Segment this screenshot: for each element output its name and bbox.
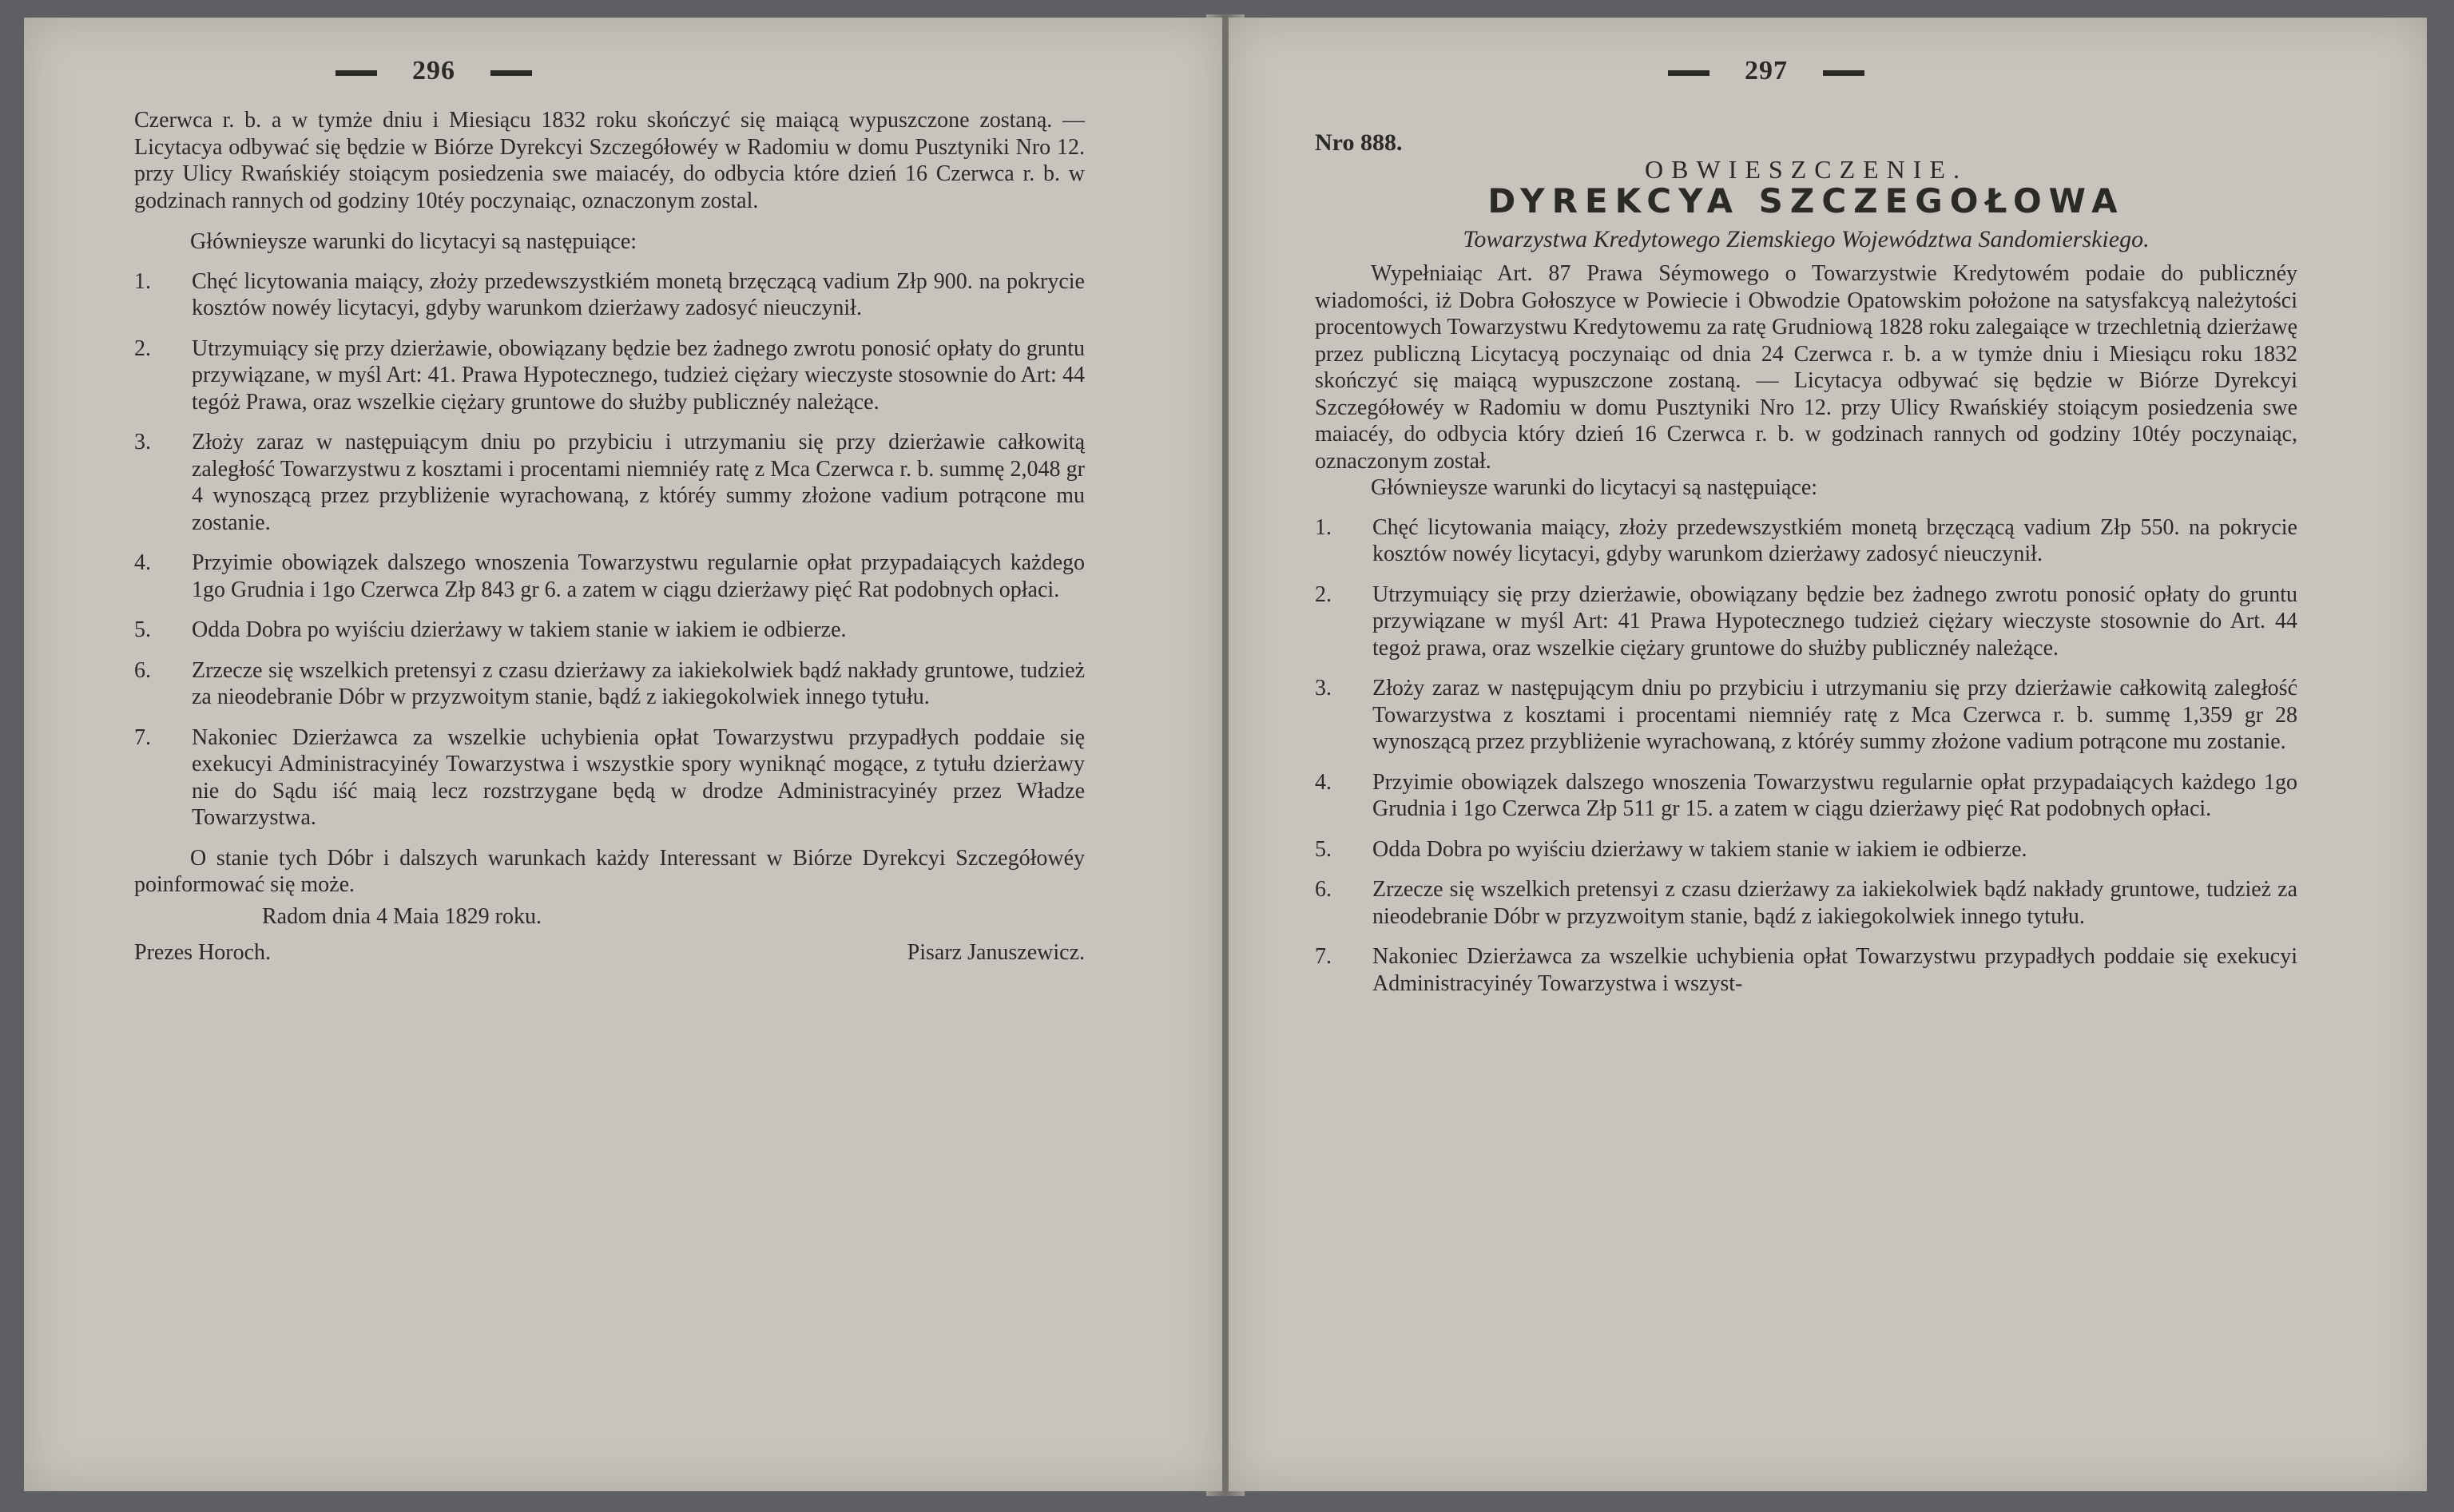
condition-item	[134, 550, 1085, 603]
issuer-subtitle: Towarzystwa Kredytowego Ziemskiego Województwa Sandomierskiego.	[1463, 225, 2150, 252]
conditions-heading: Głównieysze warunki do licytacyi są następuiące:	[1371, 475, 1818, 500]
condition-text: Odda Dobra po wyiściu dzierżawy w takiem stanie w iakiem ie odbierze.	[192, 617, 847, 642]
issuer-heading: DYREKCYA SZCZEGOŁOWA	[1487, 181, 2125, 220]
condition-text: Chęć licytowania maiący, złoży przedewszystkiém monetą brzęczącą vadium Złp 550. na pokrycie kosztów nowéy licytacyi, gdyby warunkom dzierżawy zadosyć nieuczynił.	[1372, 514, 2297, 566]
president-signature: Prezes Horoch.	[134, 940, 272, 965]
notice-title: OBWIESZCZENIE.	[1645, 154, 1968, 184]
condition-number: 4.	[1315, 769, 1332, 795]
condition-number: 3.	[1315, 676, 1332, 700]
condition-text: Utrzymuiący się przy dzierżawie, obowiązany będzie bez żadnego zwrotu ponosić opłaty do gruntu przywiązane, w myśl Art: 41. Prawa Hypotecznego, tudzież ciężary wieczyste stosownie do Art: 44 tegóż Prawa, oraz wszelkie ciężary gruntowe do służby publicznéy należące.	[192, 335, 1085, 415]
conditions-heading: Głównieysze warunki do licytacyi są następuiące:	[190, 229, 637, 254]
condition-item	[134, 268, 1085, 322]
conditions-list	[1315, 514, 2297, 998]
signatures	[134, 939, 1085, 966]
condition-number: 2.	[1315, 581, 1332, 607]
left-page	[24, 18, 1222, 1491]
condition-item	[134, 335, 1085, 416]
right-page	[1229, 18, 2427, 1491]
condition-number: 6.	[134, 657, 151, 683]
condition-number: 3.	[134, 430, 151, 454]
right-page-text	[1315, 129, 2297, 1010]
notice-number: Nro 888.	[1315, 129, 1403, 156]
page-number-text: 296	[412, 56, 455, 85]
condition-text: Zrzecze się wszelkich pretensyi z czasu dzierżawy za iakiekolwiek bądź nakłady gruntowe, tudzież za nieodebranie Dóbr w przyzwoitym stanie, bądź z iakiegokolwiek innego tytułu.	[192, 657, 1085, 709]
condition-number: 1.	[1315, 514, 1332, 540]
place-date: Radom dnia 4 Maia 1829 roku.	[262, 903, 542, 929]
condition-item	[1315, 581, 2297, 662]
condition-number: 6.	[1315, 877, 1332, 902]
condition-text: Przyimie obowiązek dalszego wnoszenia Towarzystwu regularnie opłat przypadaiących każdego 1go Grudnia i 1go Czerwca Złp 511 gr 15. a zatem w ciągu dzierżawy pięć Rat podobnych opłaci.	[1372, 769, 2297, 821]
closing-paragraph: O stanie tych Dóbr i dalszych warunkach każdy Interessant w Biórze Dyrekcyi Szczegółowéy poinformować się może.	[134, 845, 1085, 897]
condition-item	[134, 429, 1085, 536]
condition-text: Złoży zaraz w następującym dniu po przybiciu i utrzymaniu się przy dzierżawie całkowitą zaległość Towarzystwa z kosztami i procentami niemniéy ratę z Mca Czerwca r. b. summę 1,359 gr 28 wynoszącą przez przybliżenie wyrachowaną, z któréy summy złożone vadium potrącone mu zostanie.	[1372, 676, 2297, 754]
condition-text: Chęć licytowania maiący, złoży przedewszystkiém monetą brzęczącą vadium Złp 900. na pokrycie kosztów nowéy licytacyi, gdyby warunkom dzierżawy zadosyć nieuczynił.	[192, 268, 1085, 320]
conditions-list	[134, 268, 1085, 831]
intro-paragraph: Wypełniaiąc Art. 87 Prawa Séymowego o Towarzystwie Kredytowém podaie do publicznéy wiadomości, iż Dobra Gołoszyce w Powiecie i Obwodzie Opatowskim położone na satysfakcyą należytości procentowych Towarzystwu Kredytowemu za ratę Grudniową 1828 roku zalegaiące w trzechletnią dzierżawę przez publiczną Licytacyą poczynaiąc od dnia 24 Czerwca r. b. a w tymże dniu i Miesiącu roku 1832 skończyć się maiącą wypuszczone zostaną. — Licytacya odbywać się będzie w Biórze Dyrekcyi Szczegółowéy w Radomiu w domu Pusztyniki Nro 12. przy Ulicy Rwańskiéy stoiącym posiedzenia swe maiacéy, do odbycia który dzień 16 Czerwca r. b. w godzinach rannych od godziny 10téy poczynaiąc, oznaczonym został.	[1315, 261, 2297, 474]
decorative-dash	[1668, 70, 1709, 76]
page-number-left	[300, 56, 567, 86]
condition-number: 2.	[134, 335, 151, 361]
condition-number: 7.	[134, 724, 151, 750]
condition-item	[1315, 836, 2297, 863]
decorative-dash	[1823, 70, 1864, 76]
page-number-text: 297	[1745, 56, 1788, 85]
condition-text: Odda Dobra po wyiściu dzierżawy w takiem stanie w iakiem ie odbierze.	[1372, 836, 2027, 862]
decorative-dash	[336, 70, 377, 76]
condition-number: 7.	[1315, 944, 1332, 969]
condition-text: Złoży zaraz w następuiącym dniu po przybiciu i utrzymaniu się przy dzierżawie całkowitą zaległość Towarzystwu z kosztami i procentami niemniéy ratę z Mca Czerwca r. b. summę 2,048 gr 4 wynoszącą przez przybliżenie wyrachowaną, z któréy summy złożone vadium potrącone mu zostanie.	[192, 430, 1085, 535]
condition-item	[134, 617, 1085, 644]
condition-item	[1315, 675, 2297, 756]
condition-text: Nakoniec Dzierżawca za wszelkie uchybienia opłat Towarzystwu przypadłych poddaie się exekucyi Administracyinéy Towarzystwa i wszyst-	[1372, 944, 2297, 996]
secretary-signature: Pisarz Januszewicz.	[907, 940, 1085, 965]
decorative-dash	[490, 70, 532, 76]
condition-item	[1315, 769, 2297, 823]
condition-item	[134, 724, 1085, 831]
left-page-text	[134, 107, 1085, 966]
intro-paragraph: Czerwca r. b. a w tymże dniu i Miesiącu 1832 roku skończyć się maiącą wypuszczone zostaną. — Licytacya odbywać się będzie w Biórze Dyrekcyi Szczegółowéy w Radomiu w domu Pusztyniki Nro 12. przy Ulicy Rwańskiéy stoiącym posiedzenia swe maiacéy, do odbycia które dzień 16 Czerwca r. b. w godzinach rannych od godziny 10téy poczynaiąc, oznaczonym zostal.	[134, 108, 1085, 213]
condition-text: Przyimie obowiązek dalszego wnoszenia Towarzystwu regularnie opłat przypadaiących każdego 1go Grudnia i 1go Czerwca Złp 843 gr 6. a zatem w ciągu dzierżawy pięć Rat podobnych opłaci.	[192, 550, 1085, 602]
condition-text: Utrzymuiący się przy dzierżawie, obowiązany będzie bez żadnego zwrotu ponosić opłaty do gruntu przywiązane w myśl Art: 41 Prawa Hypotecznego tudzież ciężary wieczyste stosownie do Art. 44 tegoż prawa, oraz wszelkie ciężary gruntowe do służby publicznéy należące.	[1372, 581, 2297, 661]
condition-item	[134, 657, 1085, 711]
condition-text: Nakoniec Dzierżawca za wszelkie uchybienia opłat Towarzystwu przypadłych poddaie się exekucyi Administracyinéy Towarzystwa i wszystkie spory wyniknąć mogące, z tytułu dzierżawy nie do Sądu iść maią lecz rozstrzygane będą w drodze Administracyinéy przez Władze Towarzystwa.	[192, 724, 1085, 830]
condition-number: 4.	[134, 550, 151, 575]
condition-number: 5.	[134, 617, 151, 642]
condition-item	[1315, 514, 2297, 568]
page-number-right	[1633, 56, 1900, 86]
condition-number: 5.	[1315, 836, 1332, 862]
condition-item	[1315, 876, 2297, 930]
condition-item	[1315, 943, 2297, 997]
condition-text: Zrzecze się wszelkich pretensyi z czasu dzierżawy za iakiekolwiek bądź nakłady gruntowe, tudzież za nieodebranie Dóbr w przyzwoitym stanie, bądź z iakiegokolwiek innego tytułu.	[1372, 877, 2297, 929]
condition-number: 1.	[134, 268, 151, 294]
